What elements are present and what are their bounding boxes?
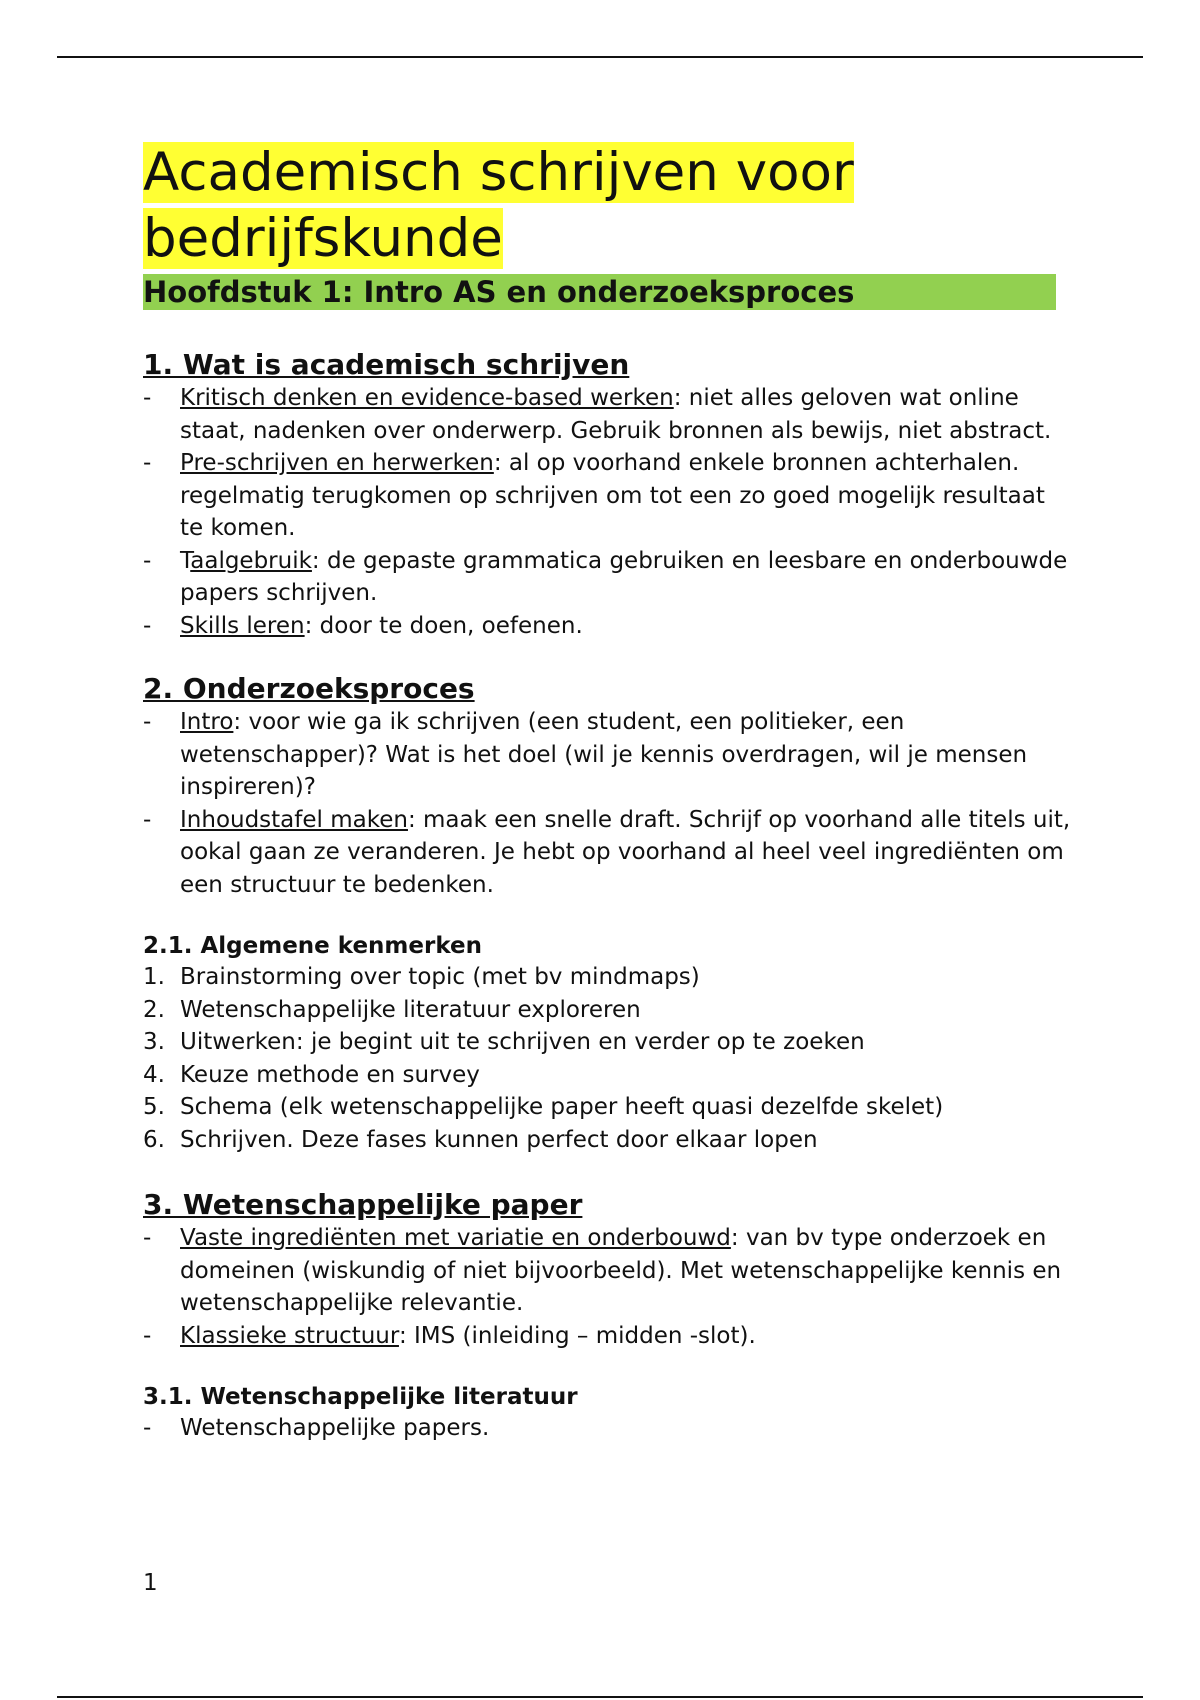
page-number: 1: [143, 1570, 158, 1596]
list-item: - Wetenschappelijke papers.: [143, 1415, 490, 1441]
list-item: - Kritisch denken en evidence-based werken: niet alles geloven wat online staat, nadenken over onderwerp. Gebruik bronnen als bewijs, niet abstract.: [143, 385, 1052, 444]
item-text: : de gepaste grammatica gebruiken en leesbare en onderbouwde papers schrijven.: [180, 547, 1068, 606]
list-item: - Skills leren: door te doen, oefenen.: [143, 612, 583, 639]
item-text: : van bv type onderzoek en domeinen (wiskundig of niet bijvoorbeeld). Met wetenschappelijke kennis en wetenschappelijke relevantie.: [180, 1225, 1062, 1316]
footer-rule: [57, 1696, 1143, 1698]
item-text: : door te doen, oefenen.: [304, 612, 583, 639]
header-rule: [57, 56, 1143, 58]
bullet-list: [143, 1412, 1073, 1445]
item-term: Klassieke structuur: [180, 1322, 399, 1349]
list-item: 5. Schema (elk wetenschappelijke paper heeft quasi dezelfde skelet): [143, 1094, 944, 1120]
item-term: Vaste ingrediënten met variatie en onderbouwd: [180, 1225, 731, 1251]
subsection-3-1: [143, 1382, 1073, 1445]
item-term-prefix: T: [180, 547, 191, 574]
section-3: [143, 1188, 1073, 1445]
list-item: 1. Brainstorming over topic (met bv mindmaps): [143, 964, 700, 990]
section-heading: 2. Onderzoeksproces: [143, 672, 475, 705]
document-body: [143, 140, 1073, 1445]
title-line-1: Academisch schrijven voor: [143, 142, 854, 203]
list-item: 6. Schrijven. Deze fases kunnen perfect door elkaar lopen: [143, 1126, 818, 1153]
chapter-heading: Hoofdstuk 1: Intro AS en onderzoeksproces: [143, 274, 1056, 310]
list-item: - Intro: voor wie ga ik schrijven (een student, een politieker, een wetenschapper)? Wat is het doel (wil je kennis overdragen, wil je mensen inspireren)?: [143, 709, 1028, 800]
section-heading: 3. Wetenschappelijke paper: [143, 1188, 583, 1221]
item-text: : al op voorhand enkele bronnen achterhalen. regelmatig terugkomen op schrijven om tot een zo goed mogelijk resultaat te komen.: [180, 450, 1045, 541]
list-item: 4. Keuze methode en survey: [143, 1061, 480, 1088]
item-text: : IMS (inleiding – midden -slot).: [398, 1322, 756, 1349]
item-text: : voor wie ga ik schrijven (een student, een politieker, een wetenschapper)? Wat is het doel (wil je kennis overdragen, wil je mensen inspireren)?: [180, 709, 1028, 800]
numbered-list: [143, 961, 1073, 1156]
title-line-2: bedrijfskunde: [143, 208, 503, 269]
item-text: : maak een snelle draft. Schrijf op voorhand alle titels uit, ookal gaan ze veranderen. Je hebt op voorhand al heel veel ingrediënten om een structuur te bedenken.: [180, 806, 1071, 898]
section-2: [143, 672, 1073, 1156]
subsection-heading: 2.1. Algemene kenmerken: [143, 933, 482, 959]
subsection-heading: 3.1. Wetenschappelijke literatuur: [143, 1384, 578, 1410]
section-1: [143, 348, 1073, 642]
list-item: 3. Uitwerken: je begint uit te schrijven en verder op te zoeken: [143, 1029, 865, 1055]
item-term: Skills leren: [180, 612, 305, 639]
section-heading: 1. Wat is academisch schrijven: [143, 348, 630, 381]
list-item: 2. Wetenschappelijke literatuur exploreren: [143, 996, 641, 1023]
document-title: [143, 140, 1073, 272]
bullet-list: [143, 706, 1073, 901]
bullet-list: [143, 382, 1073, 642]
list-item: - Taalgebruik: de gepaste grammatica gebruiken en leesbare en onderbouwde papers schrijven.: [143, 547, 1068, 606]
bullet-list: [143, 1222, 1073, 1352]
item-term: aalgebruik: [190, 547, 312, 574]
list-item: - Klassieke structuur: IMS (inleiding – midden -slot).: [143, 1322, 756, 1349]
item-text: : niet alles geloven wat online staat, nadenken over onderwerp. Gebruik bronnen als bewijs, niet abstract.: [180, 385, 1052, 444]
item-term: Kritisch denken en evidence-based werken: [180, 385, 674, 411]
item-term: Intro: [180, 709, 234, 735]
list-item: - Inhoudstafel maken: maak een snelle draft. Schrijf op voorhand alle titels uit, ookal gaan ze veranderen. Je hebt op voorhand al heel veel ingrediënten om een structuur te bedenken.: [143, 806, 1071, 898]
item-term: Pre-schrijven en herwerken: [180, 450, 494, 476]
subsection-2-1: [143, 931, 1073, 1156]
item-term: Inhoudstafel maken: [180, 806, 408, 833]
list-item: - Vaste ingrediënten met variatie en onderbouwd: van bv type onderzoek en domeinen (wiskundig of niet bijvoorbeeld). Met wetenschappelijke kennis en wetenschappelijke relevantie.: [143, 1225, 1062, 1316]
list-item: - Pre-schrijven en herwerken: al op voorhand enkele bronnen achterhalen. regelmatig terugkomen op schrijven om tot een zo goed mogelijk resultaat te komen.: [143, 450, 1045, 541]
